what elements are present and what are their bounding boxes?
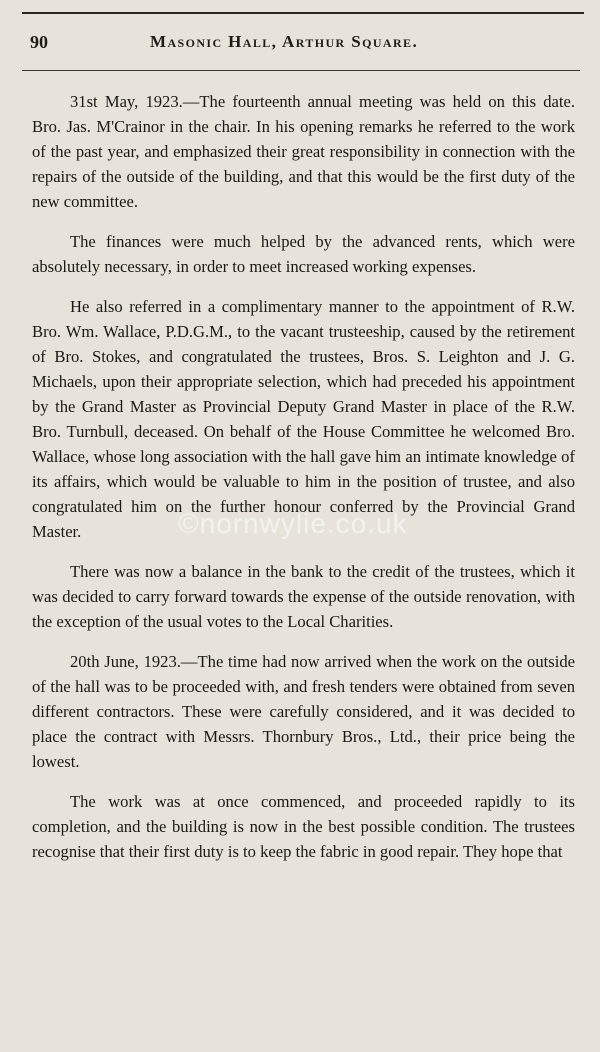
running-head: Masonic Hall, Arthur Square. xyxy=(150,32,419,51)
paragraph-trusteeship: He also referred in a complimentary manner to the appointment of R.W. Bro. Wm. Wallace, P.D.G.M., to the vacant trusteeship, caused by the retirement of Bro. Stokes, and congratulated the trustees, Bros. S. Leighton and J. G. Michaels, upon their appropriate selection, which had preceded his appointment by the Grand Master as Provincial Deputy Grand Master in place of the R.W. Bro. Turnbull, deceased. On behalf of the House Committee he welcomed Bro. Wallace, whose long association with the hall gave him an intimate knowledge of its affairs, which would be valuable to him in the position of trustee, and also congratulated him on the further honour conferred by the Provincial Grand Master. xyxy=(32,297,575,541)
header-rule xyxy=(22,70,580,71)
body-text xyxy=(32,89,575,879)
page-header xyxy=(30,32,578,60)
paragraph-balance: There was now a balance in the bank to the credit of the trustees, which it was decided to carry forward towards the expense of the outside renovation, with the exception of the usual votes to the Local Charities. xyxy=(32,562,575,631)
watermark: ©nornwylie.co.uk xyxy=(178,508,408,539)
page-number: 90 xyxy=(30,32,48,52)
top-rule xyxy=(22,12,584,14)
paragraph-tenders: 20th June, 1923.—The time had now arrived when the work on the outside of the hall was to be proceeded with, and fresh tenders were obtained from seven different contractors. These were carefully considered, and it was decided to place the contract with Messrs. Thornbury Bros., Ltd., their price being the lowest. xyxy=(32,652,575,771)
paragraph-finances: The finances were much helped by the advanced rents, which were absolutely necessary, in order to meet increased working expenses. xyxy=(32,232,575,276)
paragraph-annual-meeting: 31st May, 1923.—The fourteenth annual meeting was held on this date. Bro. Jas. M'Crainor in the chair. In his opening remarks he referred to the work of the past year, and emphasized their great responsibility in connection with the repairs of the outside of the building, and that this would be the first duty of the new committee. xyxy=(32,92,575,211)
paragraph-work-commenced: The work was at once commenced, and proceeded rapidly to its completion, and the building is now in the best possible condition. The trustees recognise that their first duty is to keep the fabric in good repair. They hope that xyxy=(32,792,575,861)
